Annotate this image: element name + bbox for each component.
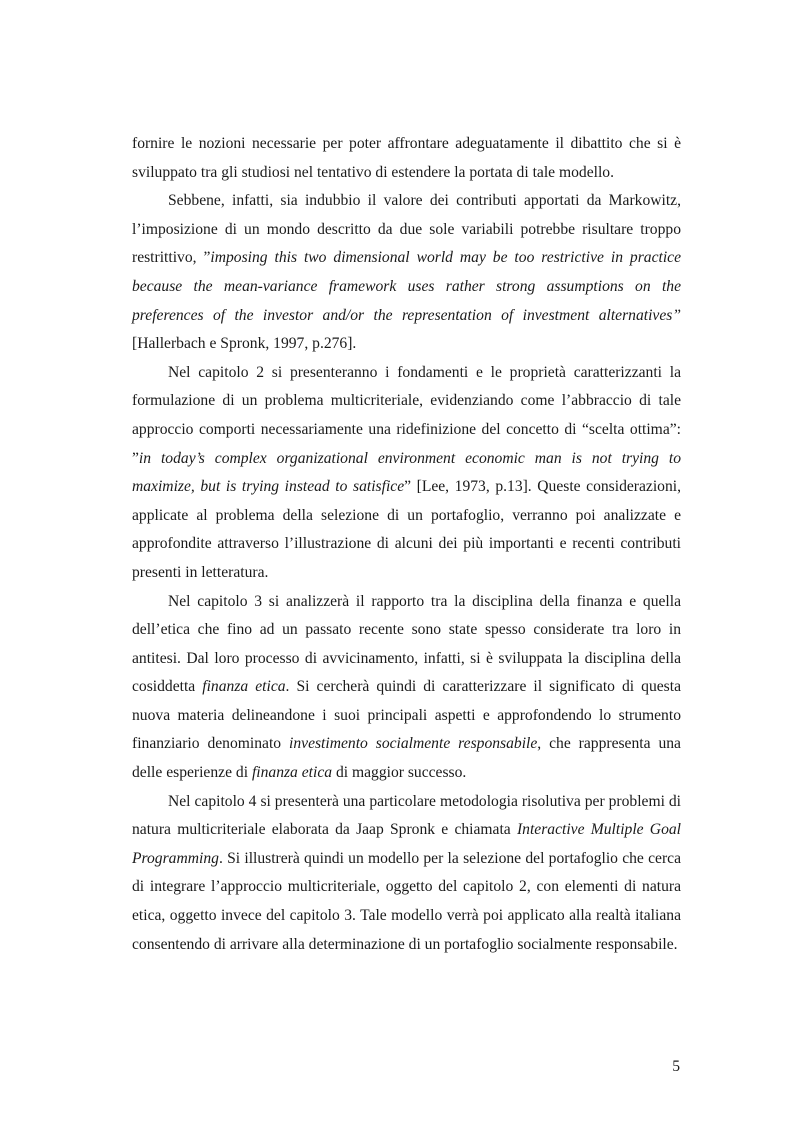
paragraph-4-term-finanza-etica-2: finanza etica <box>251 764 333 782</box>
paragraph-4-segment-1: Nel capitolo 3 si analizzerà il rapporto tra la disciplina della finanza e quella dell’etica che fino ad un passato recente sono state spesso considerate tra loro in antitesi. Dal loro processo di avvicinamento, infatti, si è sviluppata la disciplina della cosiddetta <box>132 592 681 696</box>
paragraph-5 <box>132 788 681 960</box>
paragraph-4-segment-7: di maggior successo. <box>332 764 467 782</box>
paragraph-1-segment-1: fornire le nozioni necessarie per poter affrontare adeguatamente il dibattito che si è sviluppato tra gli studiosi nel tentativo di estendere la portata di tale modello. <box>132 135 681 181</box>
paragraph-3 <box>132 359 681 588</box>
paragraph-2-segment-1: Sebbene, infatti, sia indubbio il valore dei contributi apportati da Markowitz, l’imposizione di un mondo descritto da due sole variabili potrebbe risultare troppo restrittivo, ” <box>132 192 681 267</box>
paragraph-4-term-investimento: investimento socialmente responsabile <box>289 735 538 753</box>
paragraph-4 <box>132 588 681 788</box>
paragraph-2-segment-3: [Hallerbach e Spronk, 1997, p.276]. <box>132 335 357 353</box>
paragraph-5-term-imgp: Interactive Multiple Goal Programming <box>132 821 681 867</box>
body-text <box>132 130 681 959</box>
paragraph-5-segment-3: . Si illustrerà quindi un modello per la selezione del portafoglio che cerca di integrare l’approccio multicriteriale, oggetto del capitolo 2, con elementi di natura etica, oggetto invece del capitolo 3. Tale modello verrà poi applicato alla realtà italiana consentendo di arrivare alla determinazione di un portafoglio socialmente responsabile. <box>132 849 681 953</box>
paragraph-4-segment-5: , che rappresenta una delle esperienze di <box>132 735 681 782</box>
paragraph-5-segment-1: Nel capitolo 4 si presenterà una particolare metodologia risolutiva per problemi di natura multicriteriale elaborata da Jaap Spronk e chiamata <box>132 792 681 839</box>
paragraph-3-segment-3: ” [Lee, 1973, p.13]. Queste considerazioni, applicate al problema della selezione di un portafoglio, verranno poi analizzate e approfondite attraverso l’illustrazione di alcuni dei più importanti e recenti contributi presenti in letteratura. <box>132 478 681 581</box>
paragraph-4-segment-3: . Si cercherà quindi di caratterizzare il significato di questa nuova materia delineandone i suoi principali aspetti e approfondendo lo strumento finanziario denominato <box>132 678 681 753</box>
page-number: 5 <box>672 1058 680 1075</box>
paragraph-4-term-finanza-etica: finanza etica <box>202 678 286 696</box>
paragraph-2-quote-italic: imposing this two dimensional world may be too restrictive in practice because the mean-variance framework uses rather strong assumptions on the preferences of the investor and/or the representation of investment alternatives” <box>132 249 682 324</box>
paragraph-3-quote-italic: in today’s complex organizational environment economic man is not trying to maximize, but is trying instead to satisfice <box>132 449 681 496</box>
paragraph-1 <box>132 130 681 187</box>
paragraph-2 <box>132 187 681 359</box>
paragraph-3-segment-1: Nel capitolo 2 si presenteranno i fondamenti e le proprietà caratterizzanti la formulazione di un problema multicriteriale, evidenziando come l’abbraccio di tale approccio comporti necessariamente una ridefinizione del concetto di “scelta ottima”: ” <box>132 363 681 467</box>
